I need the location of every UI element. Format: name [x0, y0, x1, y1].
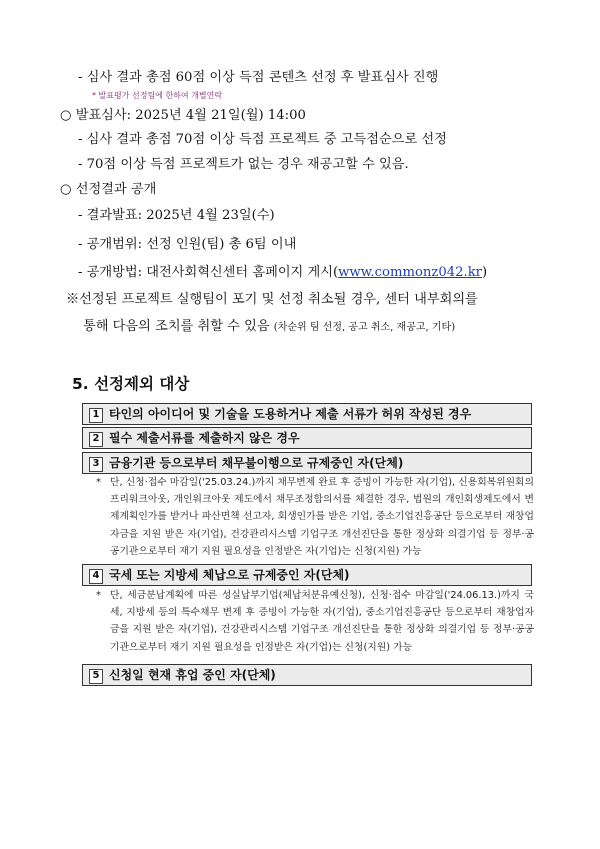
- item-number: 2: [89, 432, 103, 447]
- text-line: [78, 264, 487, 282]
- exception-note-4: [96, 587, 534, 656]
- exclusion-item-5: [82, 664, 532, 686]
- text-small: (차순위 팀 선정, 공고 취소, 재공고, 기타): [273, 322, 456, 333]
- text-line: ○ 선정결과 공개: [60, 182, 157, 197]
- homepage-link[interactable]: www.commonz042.kr: [338, 265, 482, 280]
- exclusion-item-2: [82, 427, 532, 449]
- text-line: ※선정된 프로젝트 실행팀이 포기 및 선정 취소될 경우, 센터 내부회의를: [66, 292, 478, 307]
- item-text: 타인의 아이디어 및 기술을 도용하거나 제출 서류가 허위 작성된 경우: [109, 407, 472, 421]
- item-text: 국세 또는 지방세 체납으로 규제중인 자(단체): [109, 568, 350, 582]
- note-text: * 발표평가 선정팀에 한하여 개별연락: [92, 91, 223, 100]
- item-number: 3: [89, 457, 103, 472]
- text-suffix: ): [482, 265, 488, 280]
- text-line: - 결과발표: 2025년 4월 23일(수): [78, 208, 275, 223]
- exclusion-item-4: [82, 564, 532, 586]
- exception-note-3: [96, 474, 534, 560]
- bullet: *: [96, 477, 101, 488]
- text-line: - 공개범위: 선정 인원(팀) 총 6팀 이내: [78, 237, 297, 252]
- item-number: 4: [89, 569, 103, 584]
- item-text: 필수 제출서류를 제출하지 않은 경우: [109, 431, 300, 445]
- item-text: 신청일 현재 휴업 중인 자(단체): [109, 668, 276, 682]
- text-prefix: - 공개방법: 대전사회혁신센터 홈페이지 게시(: [78, 265, 339, 280]
- exclusion-item-1: [82, 403, 532, 425]
- exception-text: 단, 세금분납계획에 따른 성실납부기업(체납처분유예신청), 신청·접수 마감일('24.06.13.)까지 국세, 지방세 등의 특수채무 변제 후 증빙이 가능한 자(기업), 중소기업진흥공단 등으로부터 재창업자금을 지원 받은 자(기업), 건강관리시스템 기업구조 개선진단을 통한 정상화 의결기업 등 정부·공공기관으로부터 재기 지원 필요성을 인정받은 자(기업)는 신청(지원) 가능: [110, 590, 534, 653]
- bullet: *: [96, 590, 101, 601]
- section-title: 5. 선정제외 대상: [72, 375, 190, 393]
- item-text: 금융기관 등으로부터 채무불이행으로 규제중인 자(단체): [109, 456, 404, 470]
- text-line: - 심사 결과 총점 60점 이상 득점 콘텐츠 선정 후 발표심사 진행: [78, 70, 439, 85]
- text-line: [83, 318, 455, 337]
- text-line: - 70점 이상 득점 프로젝트가 없는 경우 재공고할 수 있음.: [78, 157, 409, 172]
- exception-text: 단, 신청·접수 마감일('25.03.24.)까지 채무변제 완료 후 증빙이 가능한 자(기업), 신용회복위원회의 프리워크아웃, 개인워크아웃 제도에서 채무조정합의서를 체결한 경우, 법원의 개인회생제도에서 변제계획인가를 받거나 파산면책 선고자, 회생인가를 받은 기업, 중소기업진흥공단 등으로부터 재창업자금을 지원 받은 자(기업), 건강관리시스템 기업구조 개선진단을 통한 정상화 의결기업 등 정부·공공기관으로부터 재기 지원 필요성을 인정받은 자(기업)는 신청(지원) 가능: [110, 477, 534, 557]
- item-number: 1: [89, 408, 103, 423]
- text-line: - 심사 결과 총점 70점 이상 득점 프로젝트 중 고득점순으로 선정: [78, 132, 447, 147]
- text-line: ○ 발표심사: 2025년 4월 21일(월) 14:00: [60, 108, 306, 123]
- text-main: 통해 다음의 조치를 취할 수 있음: [83, 319, 270, 334]
- item-number: 5: [89, 669, 103, 684]
- exclusion-item-3: [82, 452, 532, 474]
